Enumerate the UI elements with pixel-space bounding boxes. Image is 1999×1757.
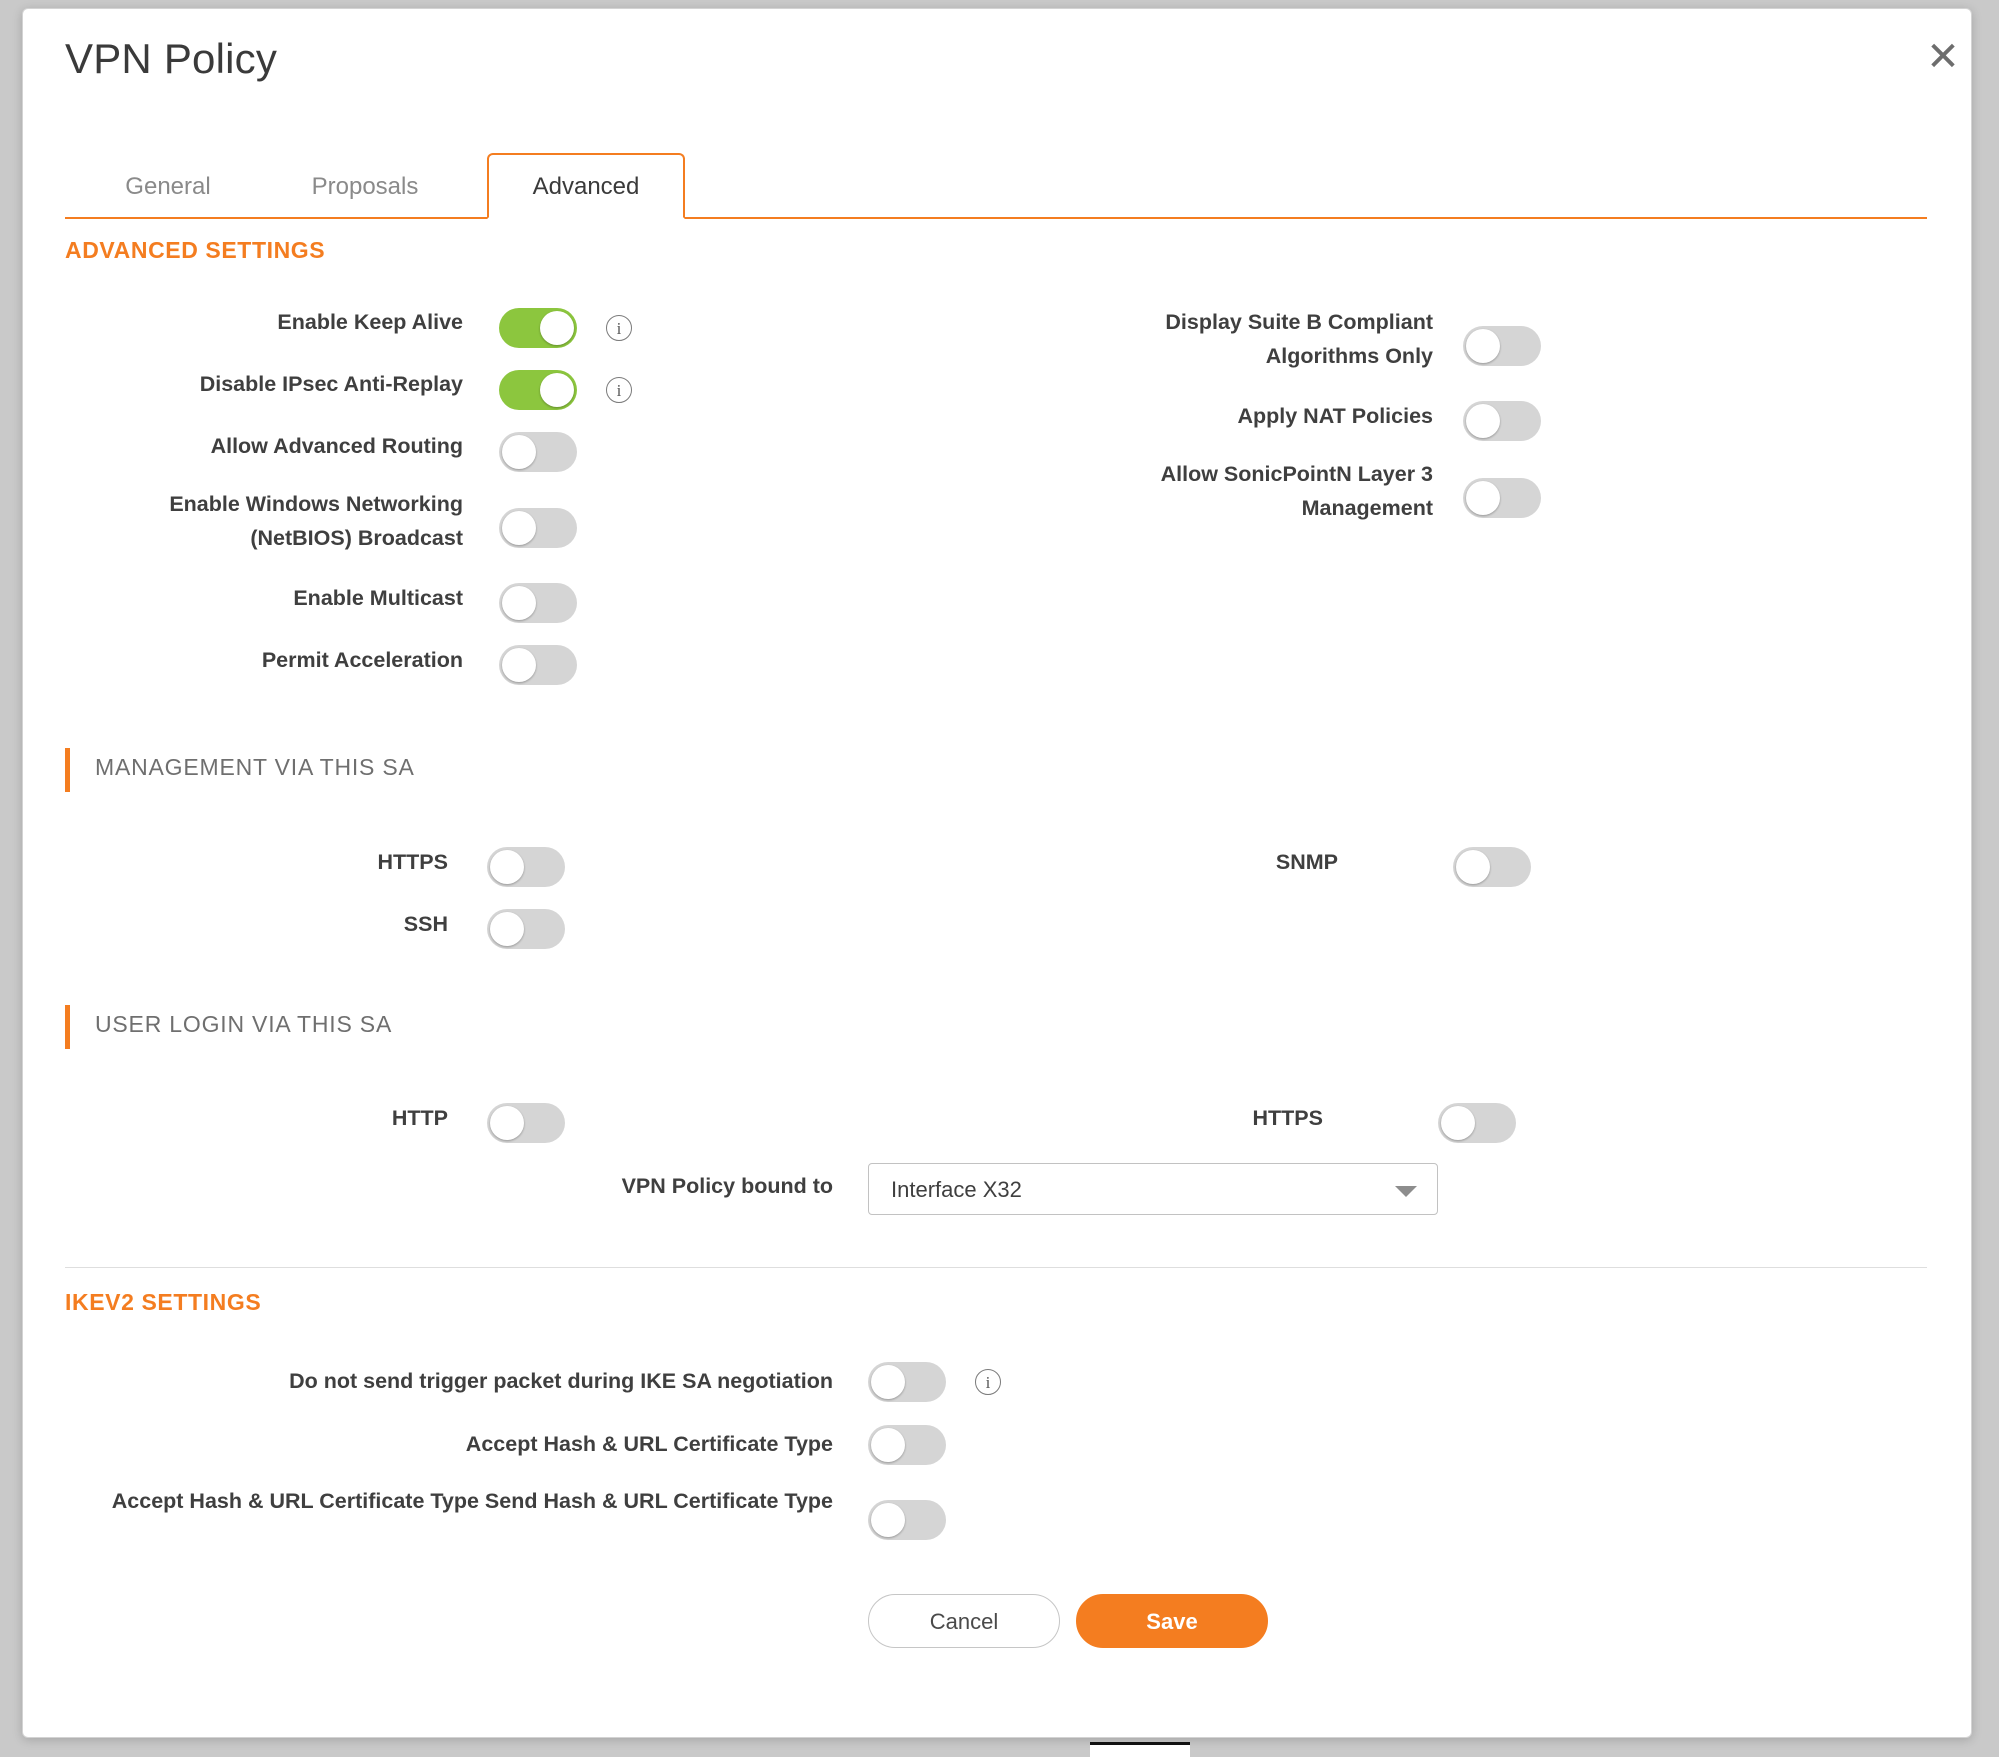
vpn-policy-bound-to-select[interactable] (868, 1163, 1438, 1215)
user-login-sa-heading: USER LOGIN VIA THIS SA (65, 1011, 392, 1038)
toggle-login-https[interactable] (1438, 1103, 1516, 1143)
label-enable-keep-alive: Enable Keep Alive (277, 310, 463, 334)
tab-proposals[interactable]: Proposals (311, 173, 419, 200)
toggle-allow-sonicpointn-l3[interactable] (1463, 478, 1541, 518)
taskbar-strip (1090, 1742, 1190, 1757)
toggle-no-trigger-packet[interactable] (868, 1362, 946, 1402)
tab-general[interactable]: General (125, 173, 211, 200)
chevron-down-icon (1395, 1186, 1417, 1197)
info-icon-enable-keep-alive[interactable]: i (606, 315, 632, 341)
cancel-button[interactable]: Cancel (868, 1594, 1060, 1648)
advanced-settings-heading: ADVANCED SETTINGS (65, 237, 326, 263)
label-login-http: HTTP (391, 1106, 448, 1130)
save-button[interactable]: Save (1076, 1594, 1268, 1648)
label-mgmt-ssh: SSH (403, 912, 448, 936)
toggle-accept-send-hash-url-cert[interactable] (868, 1500, 946, 1540)
label-disable-ipsec-anti-replay: Disable IPsec Anti-Replay (199, 372, 463, 396)
label-vpn-policy-bound-to: VPN Policy bound to (621, 1174, 833, 1198)
toggle-mgmt-ssh[interactable] (487, 909, 565, 949)
ikev2-settings-heading: IKEV2 SETTINGS (65, 1289, 262, 1315)
label-login-https: HTTPS (1252, 1106, 1323, 1130)
label-enable-netbios-broadcast: Enable Windows Networking (NetBIOS) Broadcast (169, 492, 463, 550)
close-icon[interactable]: ✕ (1926, 35, 1960, 79)
vpn-policy-dialog (22, 8, 1972, 1738)
section-divider (65, 1267, 1927, 1268)
label-mgmt-snmp: SNMP (1275, 850, 1338, 874)
toggle-enable-netbios-broadcast[interactable] (499, 508, 577, 548)
label-allow-advanced-routing: Allow Advanced Routing (210, 434, 463, 458)
info-icon-disable-ipsec-anti-replay[interactable]: i (606, 377, 632, 403)
vpn-policy-bound-to-value: Interface X32 (891, 1177, 1022, 1202)
toggle-mgmt-https[interactable] (487, 847, 565, 887)
label-no-trigger-packet: Do not send trigger packet during IKE SA negotiation (289, 1369, 833, 1393)
info-icon-no-trigger-packet[interactable]: i (975, 1369, 1001, 1395)
label-enable-multicast: Enable Multicast (293, 586, 463, 610)
toggle-apply-nat-policies[interactable] (1463, 401, 1541, 441)
toggle-enable-multicast[interactable] (499, 583, 577, 623)
toggle-allow-advanced-routing[interactable] (499, 432, 577, 472)
toggle-login-http[interactable] (487, 1103, 565, 1143)
tab-advanced[interactable]: Advanced (487, 153, 685, 219)
toggle-enable-keep-alive[interactable] (499, 308, 577, 348)
toggle-display-suite-b[interactable] (1463, 326, 1541, 366)
tab-bar (65, 147, 1927, 219)
management-sa-heading: MANAGEMENT VIA THIS SA (65, 754, 415, 781)
toggle-accept-hash-url-cert[interactable] (868, 1425, 946, 1465)
toggle-mgmt-snmp[interactable] (1453, 847, 1531, 887)
page-title: VPN Policy (65, 35, 278, 82)
toggle-permit-acceleration[interactable] (499, 645, 577, 685)
label-permit-acceleration: Permit Acceleration (261, 648, 463, 672)
label-mgmt-https: HTTPS (377, 850, 448, 874)
label-accept-hash-url-cert: Accept Hash & URL Certificate Type (465, 1432, 833, 1456)
label-allow-sonicpointn-l3: Allow SonicPointN Layer 3 Management (1160, 462, 1433, 520)
label-display-suite-b: Display Suite B Compliant Algorithms Only (1165, 310, 1433, 368)
toggle-disable-ipsec-anti-replay[interactable] (499, 370, 577, 410)
label-apply-nat-policies: Apply NAT Policies (1237, 404, 1433, 428)
label-accept-send-hash-url-cert: Accept Hash & URL Certificate Type Send Hash & URL Certificate Type (111, 1489, 833, 1513)
